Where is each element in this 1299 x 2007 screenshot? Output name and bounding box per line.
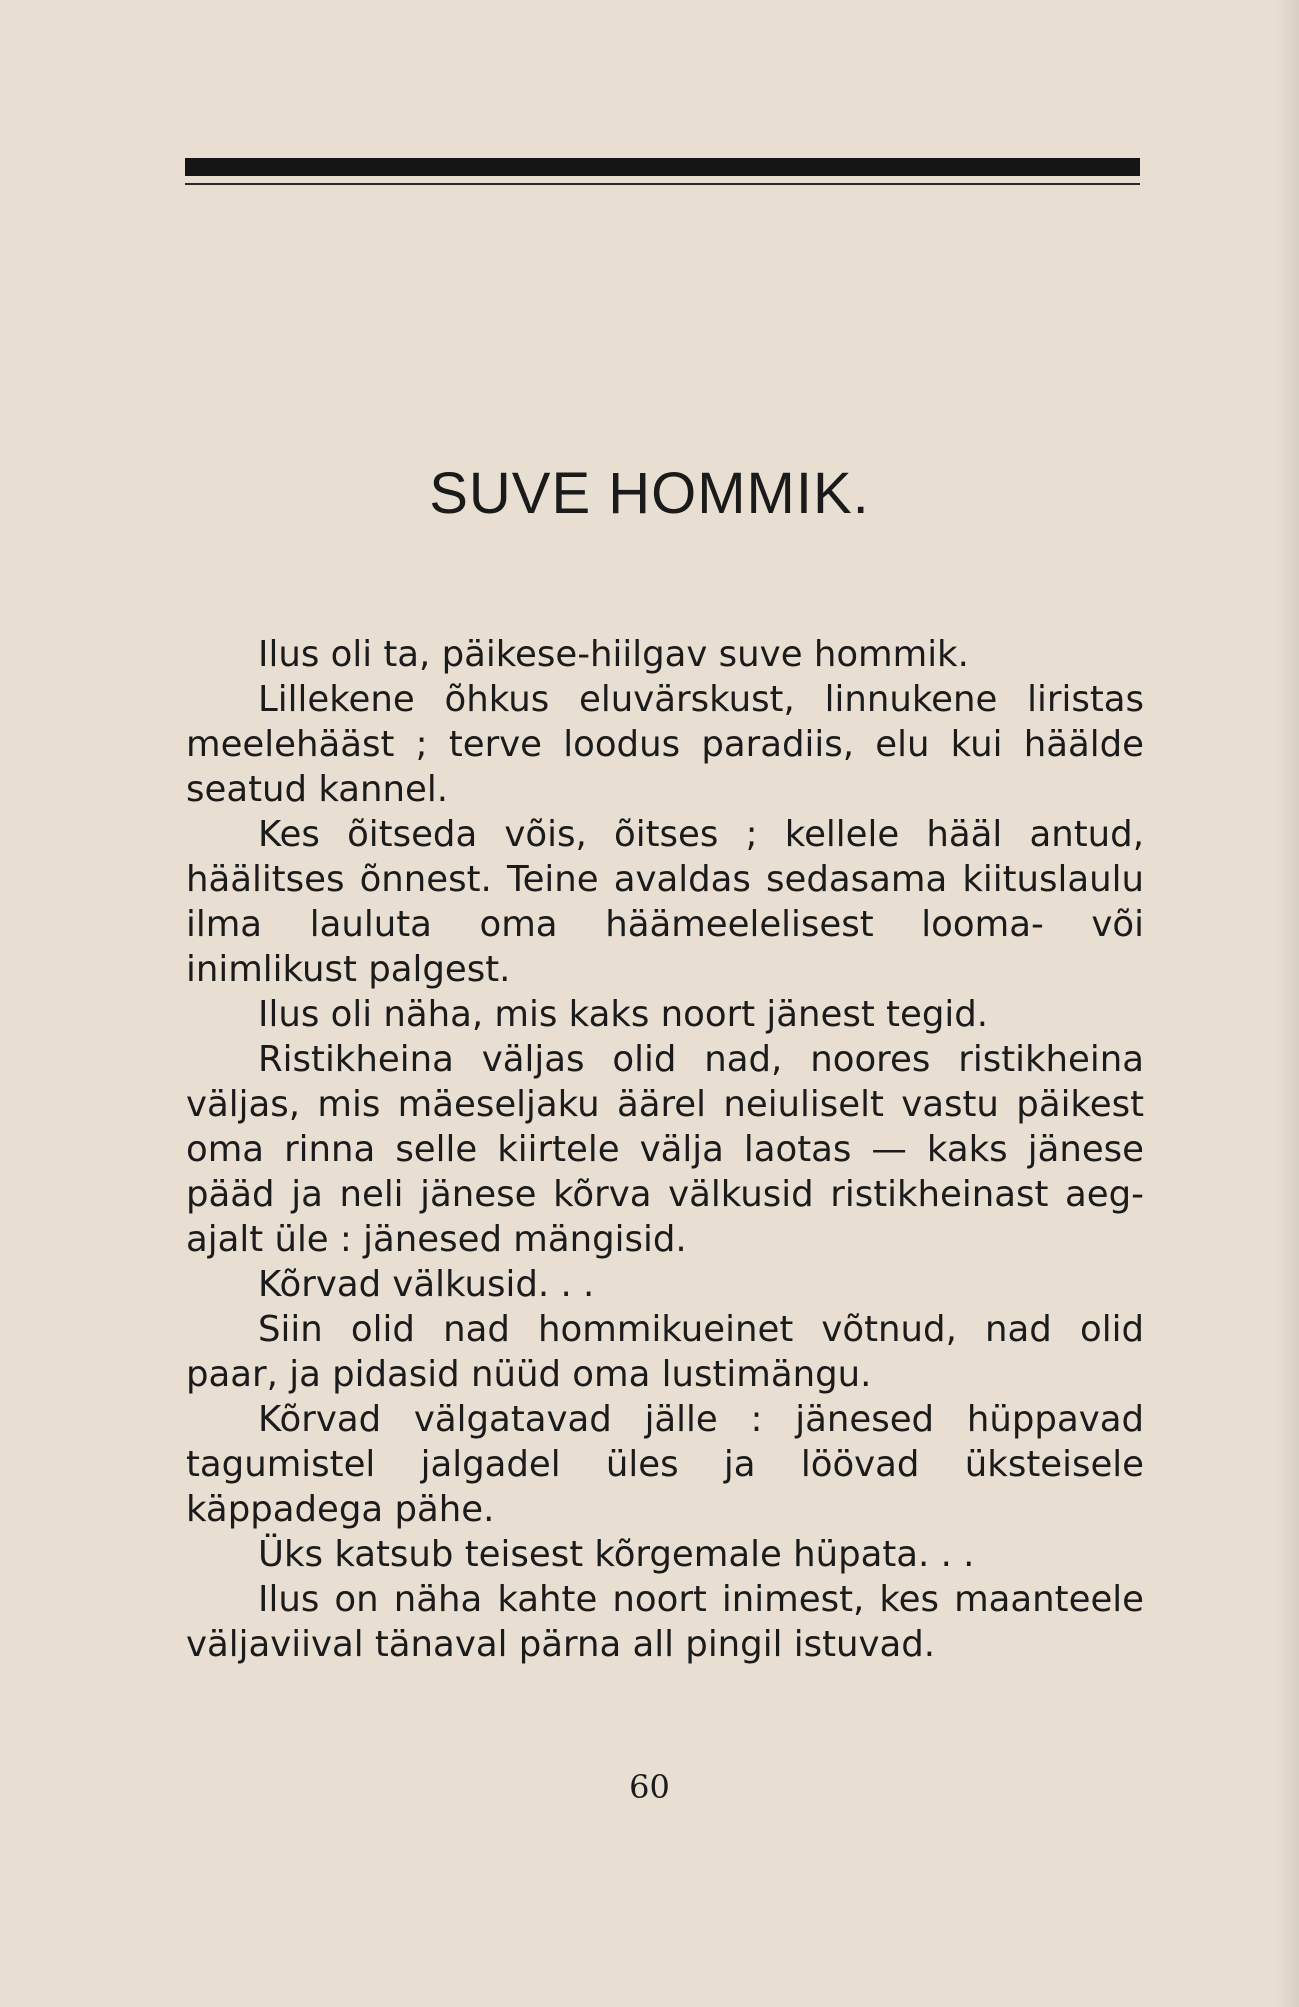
body-text (186, 632, 1144, 1667)
chapter-title: SUVE HOMMIK. (429, 461, 870, 526)
paragraph: Kõrvad välkusid. . . (258, 1264, 595, 1305)
paragraph: Kes õitseda võis, õitses ; kellele hääl antud, häälitses õnnest. Teine avaldas sedasama kiituslaulu ilma lauluta oma häämeelelisest looma- või inimlikust palgest. (186, 814, 1144, 990)
paragraph: Siin olid nad hommikueinet võtnud, nad olid paar, ja pidasid nüüd oma lustimängu. (186, 1309, 1144, 1395)
paragraph: Üks katsub teisest kõrgemale hüpata. . . (258, 1534, 975, 1575)
page-edge (1277, 0, 1299, 2007)
paragraph: Ilus oli näha, mis kaks noort jänest tegid. (258, 994, 989, 1035)
paragraph: Ilus on näha kahte noort inimest, kes maanteele väljaviival tänaval pärna all pingil istuvad. (186, 1579, 1144, 1665)
paragraph: Ilus oli ta, päikese-hiilgav suve hommik. (258, 634, 969, 675)
page-number: 60 (629, 1768, 670, 1806)
paragraph: Ristikheina väljas olid nad, noores ristikheina väljas, mis mäeseljaku äärel neiuliselt vastu päikest oma rinna selle kiirtele välja laotas — kaks jänese pääd ja neli jänese kõrva välkusid ristikheinast aeg-ajalt üle : jänesed mängisid. (186, 1039, 1144, 1260)
paragraph: Kõrvad välgatavad jälle : jänesed hüppavad tagumistel jalgadel üles ja löövad üksteisele käppadega pähe. (186, 1399, 1144, 1530)
top-ornament-rule (185, 158, 1140, 176)
top-thin-rule (185, 183, 1140, 185)
paragraph: Lillekene õhkus eluvärskust, linnukene liristas meelehääst ; terve loodus paradiis, elu kui häälde seatud kannel. (186, 679, 1144, 810)
